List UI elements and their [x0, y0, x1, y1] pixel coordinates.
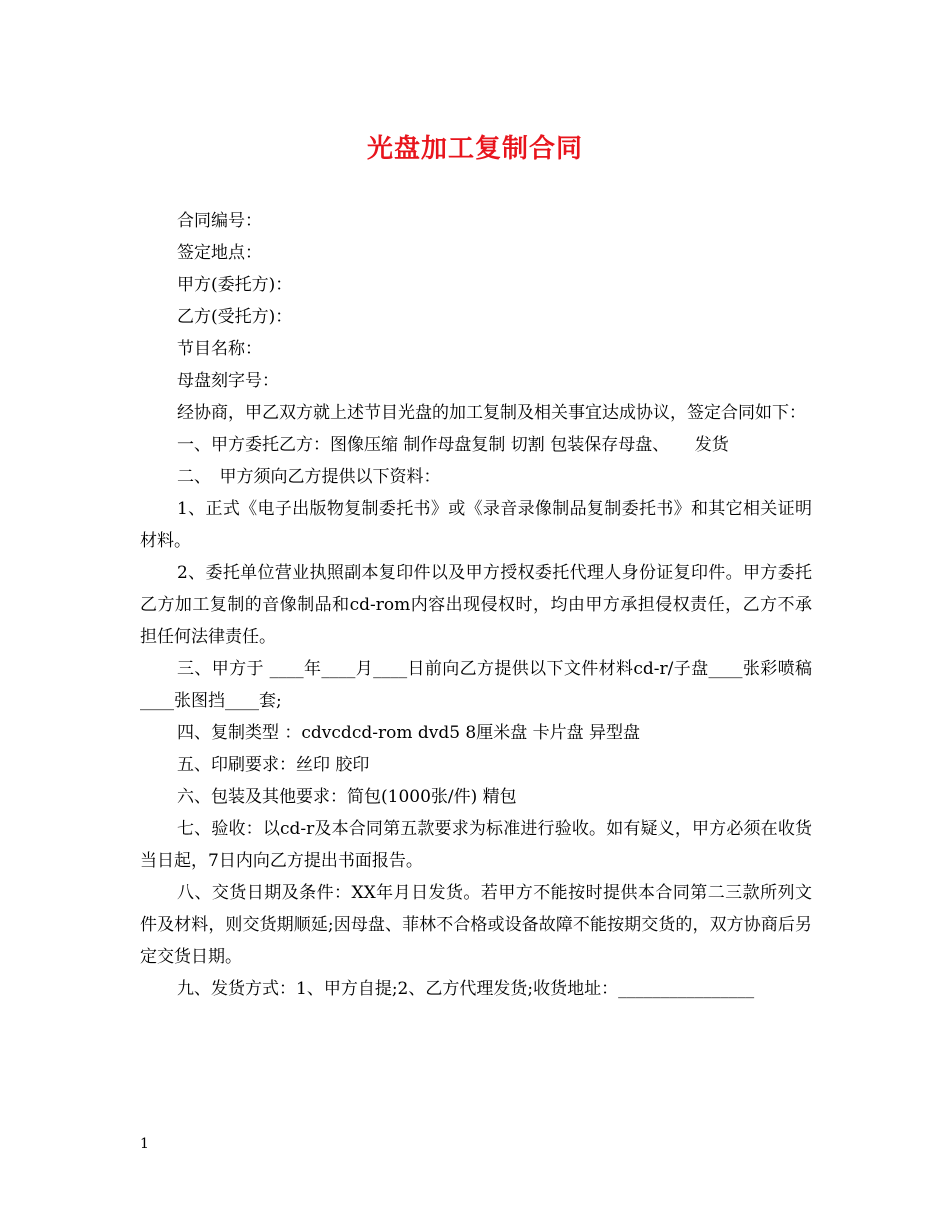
- paragraph-signing-place: 签定地点：: [177, 243, 262, 263]
- paragraph-clause-4: 四、复制类型 ：cdvcdcd-rom dvd5 8厘米盘 卡片盘 异型盘: [177, 723, 641, 743]
- paragraph-contract-number: 合同编号：: [177, 211, 262, 231]
- paragraph-clause-7: 七、验收：以cd-r及本合同第五款要求为标准进行验收。如有疑义，甲方必须在收货当日起，7日内向乙方提出书面报告。: [140, 819, 812, 871]
- paragraph-clause-3: 三、甲方于 ____年____月____日前向乙方提供以下文件材料cd-r/子盘____张彩喷稿____张图挡____套;: [140, 659, 812, 711]
- document-title: 光盘加工复制合同: [366, 134, 583, 164]
- paragraph-clause-2: 二、 甲方须向乙方提供以下资料：: [177, 467, 441, 487]
- paragraph-clause-8: 八、交货日期及条件：XX年月日发货。若甲方不能按时提供本合同第二三款所列文件及材料，则交货期顺延;因母盘、菲林不合格或设备故障不能按期交货的，双方协商后另定交货日期。: [140, 883, 812, 967]
- document-body: [140, 205, 812, 1005]
- paragraph-clause-1: 一、甲方委托乙方：图像压缩 制作母盘复制 切割 包装保存母盘、 发货: [177, 435, 729, 455]
- paragraph-agreement-intro: 经协商，甲乙双方就上述节目光盘的加工复制及相关事宜达成协议，签定合同如下：: [177, 403, 806, 423]
- paragraph-program-name: 节目名称：: [177, 339, 262, 359]
- paragraph-clause-2-item-2: 2、委托单位营业执照副本复印件以及甲方授权委托代理人身份证复印件。甲方委托乙方加工复制的音像制品和cd-rom内容出现侵权时，均由甲方承担侵权责任，乙方不承担任何法律责任。: [140, 563, 812, 647]
- paragraph-party-a: 甲方(委托方)：: [177, 275, 293, 295]
- page-number: 1: [140, 1136, 149, 1152]
- paragraph-master-disc-code: 母盘刻字号：: [177, 371, 279, 391]
- paragraph-clause-2-item-1: 1、正式《电子出版物复制委托书》或《录音录像制品复制委托书》和其它相关证明材料。: [140, 499, 812, 551]
- paragraph-clause-5: 五、印刷要求：丝印 胶印: [177, 755, 370, 775]
- paragraph-clause-6: 六、包装及其他要求：简包(1000张/件) 精包: [177, 787, 517, 807]
- paragraph-party-b: 乙方(受托方)：: [177, 307, 293, 327]
- paragraph-clause-9: 九、发货方式：1、甲方自提;2、乙方代理发货;收货地址：________________: [177, 979, 755, 999]
